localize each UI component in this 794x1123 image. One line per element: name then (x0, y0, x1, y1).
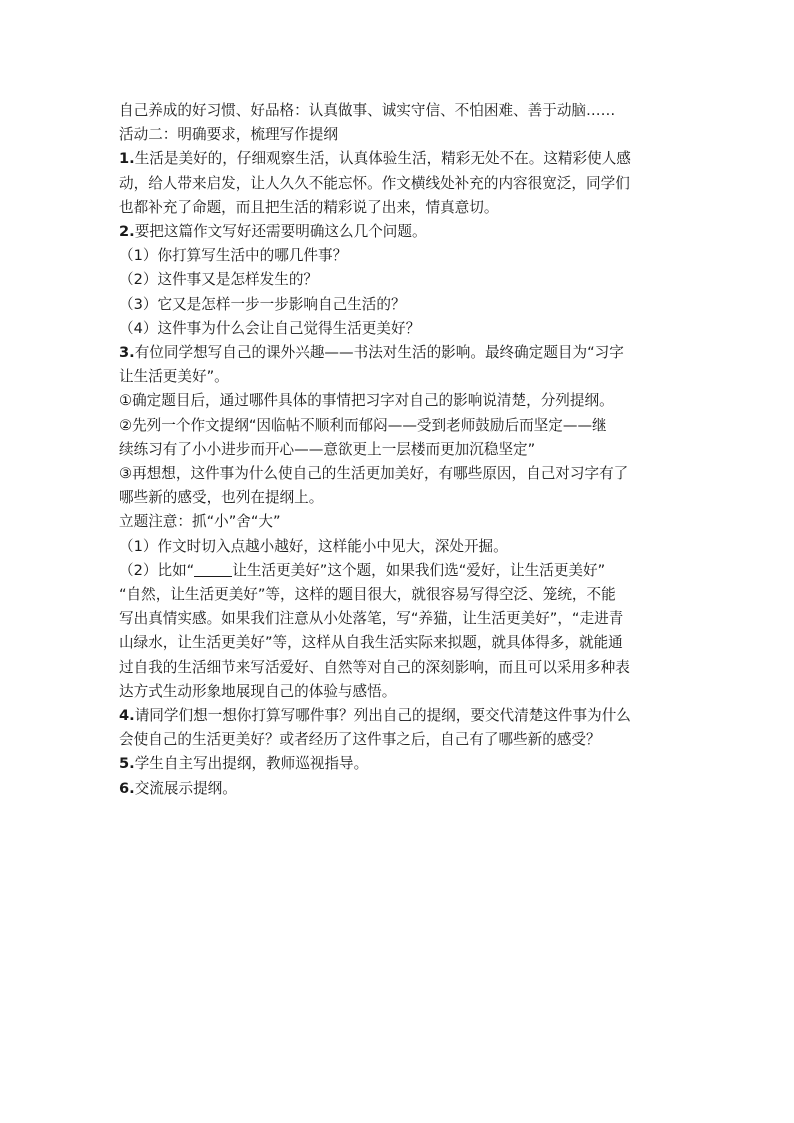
text-line (119, 704, 679, 728)
line-text: （2）这件事又是怎样发生的？ (119, 271, 319, 289)
line-text: 哪些新的感受，也列在提纲上。 (119, 489, 324, 507)
line-text: 活动二：明确要求，梳理写作提纲 (119, 126, 338, 144)
fill-in-blank (194, 562, 232, 577)
text-line (119, 486, 679, 510)
document-body (119, 99, 679, 801)
line-text: ③再想想，这件事为什么使自己的生活更加美好，有哪些原因，自己对习字有了 (119, 465, 629, 483)
text-line (119, 293, 679, 317)
line-text: “自然，让生活更美好”等，这样的题目很大，就很容易写得空泛、笼统，不能 (119, 586, 616, 604)
line-text: 也都补充了命题，而且把生活的精彩说了出来，情真意切。 (119, 198, 499, 216)
text-line (119, 317, 679, 341)
text-line (119, 559, 679, 583)
line-text: 请同学们想一想你打算写哪件事？列出自己的提纲，要交代清楚这件事为什么 (134, 707, 631, 725)
text-line (119, 680, 679, 704)
line-text: ①确定题目后，通过哪件具体的事情把习字对自己的影响说清楚，分列提纲。 (119, 392, 614, 410)
line-text: 写出真情实感。如果我们注意从小处落笔，写“养猫，让生活更美好”，“走进青 (119, 610, 624, 628)
text-line (119, 123, 679, 147)
item-number: 6. (119, 779, 135, 797)
line-text: 学生自主写出提纲，教师巡视指导。 (134, 755, 369, 773)
text-line (119, 389, 679, 413)
text-line (119, 438, 679, 462)
line-text: 会使自己的生活更美好？或者经历了这件事之后，自己有了哪些新的感受？ (119, 731, 601, 749)
line-text: 立题注意：抓“小”舍“大” (119, 513, 281, 531)
text-line (119, 535, 679, 559)
lesson-text (119, 99, 679, 801)
text-line (119, 268, 679, 292)
text-line (119, 99, 679, 123)
line-text: 交流展示提纲。 (134, 779, 237, 797)
line-text: ②先列一个作文提纲“因临帖不顺利而郁闷——受到老师鼓励后而坚定——继 (119, 416, 607, 434)
text-line (119, 510, 679, 534)
text-line (119, 341, 679, 365)
text-line (119, 631, 679, 655)
text-line (119, 172, 679, 196)
line-text: （3）它又是怎样一步一步影响自己生活的？ (119, 295, 406, 313)
line-text: 达方式生动形象地展现自己的体验与感悟。 (119, 682, 397, 700)
line-text: 要把这篇作文写好还需要明确这么几个问题。 (134, 223, 427, 241)
line-prefix: （2）比如“ (119, 561, 195, 579)
line-text: 过自我的生活细节来写活爱好、自然等对自己的深刻影响，而且可以采用多种表 (119, 658, 630, 676)
item-number: 5. (119, 755, 135, 773)
line-text: 续练习有了小小进步而开心——意欲更上一层楼而更加沉稳坚定” (119, 440, 536, 458)
line-text: 有位同学想写自己的课外兴趣——书法对生活的影响。最终确定题目为“习字 (134, 344, 624, 362)
line-text: （1）作文时切入点越小越好，这样能小中见大，深处开掘。 (119, 537, 508, 555)
line-text: 山绿水，让生活更美好”等，这样从自我生活实际来拟题，就具体得多，就能通 (119, 634, 623, 652)
item-number: 1. (119, 150, 135, 168)
text-line (119, 728, 679, 752)
text-line (119, 607, 679, 631)
item-number: 2. (119, 223, 135, 241)
line-text: 自己养成的好习惯、好品格：认真做事、诚实守信、不怕困难、善于动脑…… (119, 102, 616, 119)
line-text: 生活是美好的，仔细观察生活，认真体验生活，精彩无处不在。这精彩使人感 (134, 150, 631, 168)
text-line (119, 752, 679, 776)
text-line (119, 365, 679, 389)
text-line (119, 777, 679, 801)
text-line (119, 196, 679, 220)
item-number: 4. (119, 707, 135, 725)
line-text: 让生活更美好”这个题，如果我们选“爱好，让生活更美好” (232, 561, 606, 579)
text-line (119, 220, 679, 244)
text-line (119, 147, 679, 171)
item-number: 3. (119, 344, 135, 362)
line-text: 动，给人带来启发，让人久久不能忘怀。作文横线处补充的内容很宽泛，同学们 (119, 174, 630, 192)
text-line (119, 462, 679, 486)
line-text: （1）你打算写生活中的哪几件事？ (119, 247, 348, 265)
text-line (119, 656, 679, 680)
text-line (119, 244, 679, 268)
line-text: （4）这件事为什么会让自己觉得生活更美好？ (119, 319, 421, 337)
text-line (119, 583, 679, 607)
text-line (119, 414, 679, 438)
line-text: 让生活更美好”。 (119, 368, 229, 386)
